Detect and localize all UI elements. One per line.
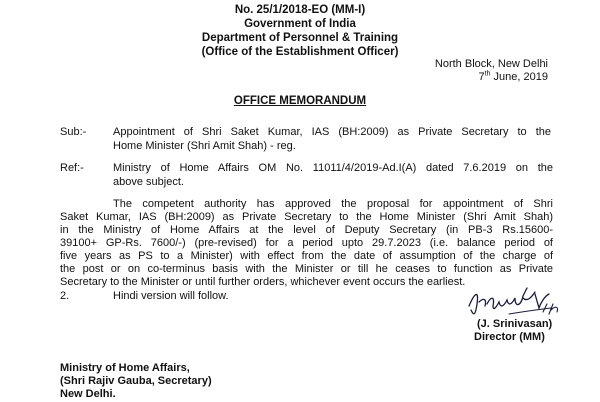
addressee-line-1: Ministry of Home Affairs, bbox=[60, 362, 190, 374]
date-suffix: th bbox=[484, 70, 491, 78]
para1-line: Saket Kumar, IAS (BH:2009) as Private Secretary to the Home Minister (Shri Amit Shah) bbox=[60, 211, 553, 223]
para1-line: Secretary to the Minister or until further orders, whichever event occurs the earliest. bbox=[60, 276, 466, 288]
para1-line: five years as PS to a Minister) with effect from the date of assumption of the charge of bbox=[60, 250, 553, 262]
date-rest: June, 2019 bbox=[490, 71, 548, 83]
government-name: Government of India bbox=[244, 18, 356, 30]
department-name: Department of Personnel & Training bbox=[201, 32, 399, 44]
para2-text: Hindi version will follow. bbox=[113, 290, 229, 302]
para1-line: The competent authority has approved the proposal for appointment of Shri bbox=[113, 198, 553, 210]
subject-line-2: Home Minister (Shri Amit Shah) - reg. bbox=[113, 140, 296, 152]
para1-line: in the Ministry of Home Affairs at the level of Deputy Secretary (in PB-3 Rs.15600- bbox=[60, 224, 553, 236]
signatory-name: (J. Srinivasan) bbox=[477, 318, 553, 330]
subject-line-1: Appointment of Shri Saket Kumar, IAS (BH:2009) as Private Secretary to the bbox=[113, 126, 551, 138]
handwritten-signature bbox=[465, 284, 575, 318]
subject-label: Sub:- bbox=[60, 126, 87, 138]
date bbox=[380, 71, 548, 85]
signatory-designation: Director (MM) bbox=[474, 331, 545, 343]
office-name: (Office of the Establishment Officer) bbox=[201, 46, 399, 58]
para2-number: 2. bbox=[60, 290, 70, 302]
place: North Block, New Delhi bbox=[434, 58, 548, 70]
date-day: 7 bbox=[478, 71, 485, 83]
reference-label: Ref:- bbox=[60, 162, 84, 174]
memo-title: OFFICE MEMORANDUM bbox=[233, 95, 367, 107]
reference-line-1: Ministry of Home Affairs OM No. 11011/4/2019-Ad.I(A) dated 7.6.2019 on the bbox=[113, 162, 553, 174]
reference-line-2: above subject. bbox=[113, 176, 184, 188]
addressee-line-2: (Shri Rajiv Gauba, Secretary) bbox=[60, 375, 212, 387]
para1-line: 39100+ GP-Rs. 7600/-) (pre-revised) for a period upto 29.7.2023 (i.e. balance period of bbox=[60, 237, 553, 249]
para1-line: the post or on co-terminus basis with the Minister or till he ceases to function as Private bbox=[60, 263, 553, 275]
file-number: No. 25/1/2018-EO (MM-I) bbox=[234, 4, 366, 16]
addressee-line-3: New Delhi. bbox=[60, 388, 116, 400]
